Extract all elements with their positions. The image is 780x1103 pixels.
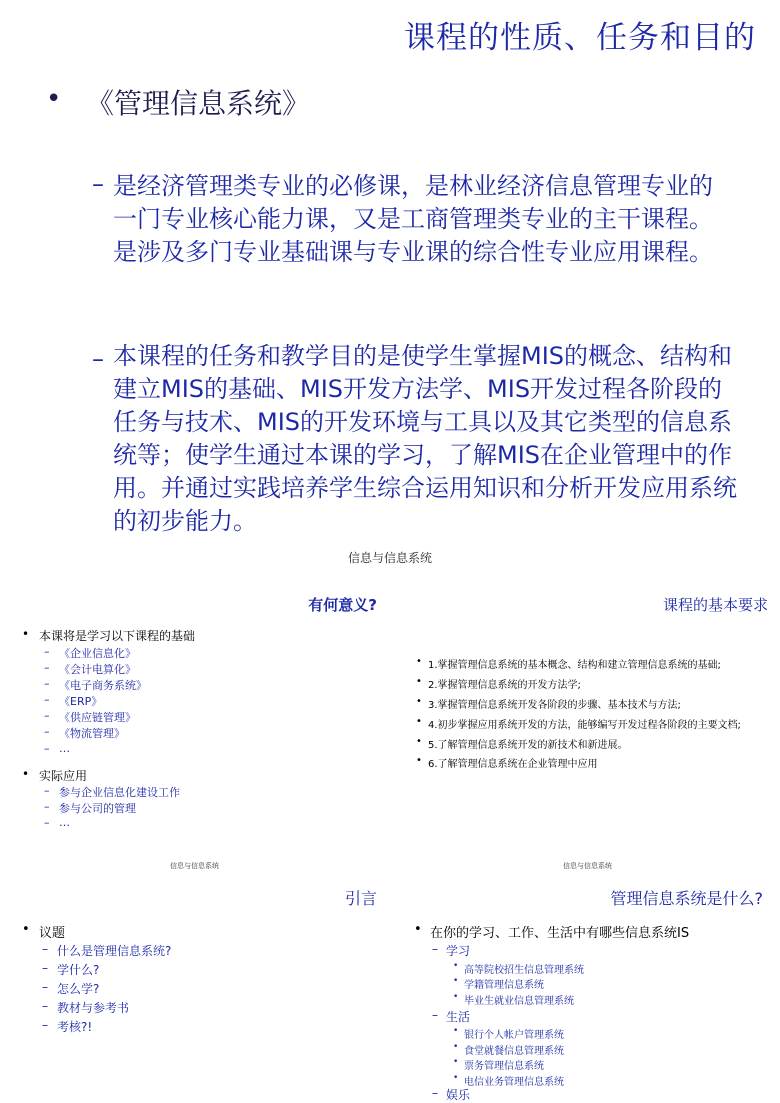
list-item: … [59, 742, 70, 755]
requirement-item: 5.了解管理信息系统开发的新技术和新进展。 [428, 740, 628, 751]
slide-header: 信息与信息系统 [170, 862, 219, 870]
requirement-item: 2.掌握管理信息系统的开发方法学; [428, 680, 581, 691]
dash-marker: – [432, 1008, 438, 1022]
dash-marker: – [42, 1018, 48, 1032]
course-description: 是经济管理类专业的必修课，是林业经济信息管理专业的一门专业核心能力课，又是工商管理类专业的主干课程。是涉及多门专业基础课与专业课的综合性专业应用课程。 [113, 172, 713, 266]
dash-marker: – [44, 677, 50, 690]
dash-marker: – [432, 1086, 438, 1100]
system-item: 学籍管理信息系统 [464, 980, 544, 991]
system-item: 高等院校招生信息管理系统 [464, 965, 584, 976]
bullet-marker: • [22, 922, 30, 937]
bullet-marker: • [453, 1057, 459, 1067]
list-item: 本课将是学习以下课程的基础 [39, 629, 196, 643]
list-item: 《ERP》 [59, 695, 103, 708]
system-item: 食堂就餐信息管理系统 [464, 1046, 564, 1057]
bullet-marker: • [453, 976, 459, 986]
system-item: 票务管理信息系统 [464, 1061, 544, 1072]
dash-marker: – [42, 961, 48, 975]
section-header: 信息与信息系统 [347, 551, 432, 565]
dash-marker: – [44, 709, 50, 722]
list-item: 《供应链管理》 [59, 711, 136, 724]
dash-marker: – [432, 942, 438, 956]
dash-marker: – [44, 800, 50, 813]
slide-title: 课程的基本要求 [662, 596, 768, 614]
dash-marker: – [92, 345, 104, 373]
group-label: 学习 [446, 944, 471, 958]
bullet-marker: • [453, 1073, 459, 1083]
dash-marker: – [42, 980, 48, 994]
slide-title: 管理信息系统是什么? [610, 889, 763, 908]
dash-marker: – [44, 645, 50, 658]
topic-item: 教材与参考书 [57, 1001, 130, 1015]
requirement-item: 3.掌握管理信息系统开发各阶段的步骤、基本技术与方法; [428, 700, 681, 711]
dash-marker: – [42, 942, 48, 956]
bullet-marker: • [416, 696, 422, 707]
dash-marker: – [44, 693, 50, 706]
requirement-item: 6.了解管理信息系统在企业管理中应用 [428, 759, 598, 770]
course-name-bullet: 《管理信息系统》 [86, 87, 311, 120]
bullet-marker: • [453, 1042, 459, 1052]
bullet-marker: • [22, 767, 30, 781]
topic-item: 怎么学? [57, 982, 100, 996]
list-item: 《企业信息化》 [59, 647, 136, 660]
slide-title: 课程的性质、任务和目的 [404, 20, 756, 56]
slide-title: 有何意义? [308, 596, 377, 614]
bullet-marker: • [416, 676, 422, 687]
group-label: 娱乐 [446, 1088, 471, 1102]
bullet-marker: • [453, 992, 459, 1002]
bullet-marker: • [416, 736, 422, 747]
bullet-marker: • [416, 755, 422, 766]
system-item: 毕业生就业信息管理系统 [464, 996, 574, 1007]
list-item: 实际应用 [39, 769, 88, 783]
slide-title: 引言 [344, 889, 377, 908]
list-item: 《物流管理》 [59, 727, 125, 740]
system-item: 银行个人帐户管理系统 [464, 1030, 564, 1041]
dash-marker: – [44, 816, 50, 829]
list-item: … [59, 816, 70, 829]
requirement-item: 4.初步掌握应用系统开发的方法，能够编写开发过程各阶段的主要文档; [428, 720, 741, 731]
topic-item: 什么是管理信息系统? [57, 944, 172, 958]
list-item: 参与企业信息化建设工作 [59, 786, 180, 799]
dash-marker: – [44, 725, 50, 738]
dash-marker: – [92, 170, 104, 198]
bullet-marker: • [416, 656, 422, 667]
bullet-marker: • [453, 961, 459, 971]
topic-item: 学什么? [57, 963, 100, 977]
bullet-marker: • [46, 84, 62, 114]
system-item: 电信业务管理信息系统 [464, 1077, 564, 1088]
bullet-marker: • [453, 1026, 459, 1036]
course-objectives: 本课程的任务和教学目的是使学生掌握MIS的概念、结构和建立MIS的基础、MIS开发方法学、MIS开发过程各阶段的任务与技术、MIS的开发环境与工具以及其它类型的信息系统等；使学生通过本课的学习，了解MIS在企业管理中的作用。并通过实践培养学生综合运用知识和分析开发应用系统的初步能力。 [113, 342, 737, 535]
dash-marker: – [42, 999, 48, 1013]
list-item: 在你的学习、工作、生活中有哪些信息系统IS [430, 926, 690, 941]
dash-marker: – [44, 661, 50, 674]
bullet-marker: • [22, 627, 30, 641]
list-item: 《会计电算化》 [59, 663, 136, 676]
group-label: 生活 [446, 1010, 471, 1024]
dash-marker: – [44, 742, 50, 755]
bullet-marker: • [416, 716, 422, 727]
list-item: 《电子商务系统》 [59, 679, 147, 692]
slide-header: 信息与信息系统 [563, 862, 612, 870]
requirement-item: 1.掌握管理信息系统的基本概念、结构和建立管理信息系统的基础; [428, 660, 721, 671]
dash-marker: – [44, 784, 50, 797]
topic-item: 考核?! [57, 1020, 93, 1034]
list-item: 议题 [39, 926, 66, 941]
list-item: 参与公司的管理 [59, 802, 136, 815]
bullet-marker: • [414, 922, 422, 937]
